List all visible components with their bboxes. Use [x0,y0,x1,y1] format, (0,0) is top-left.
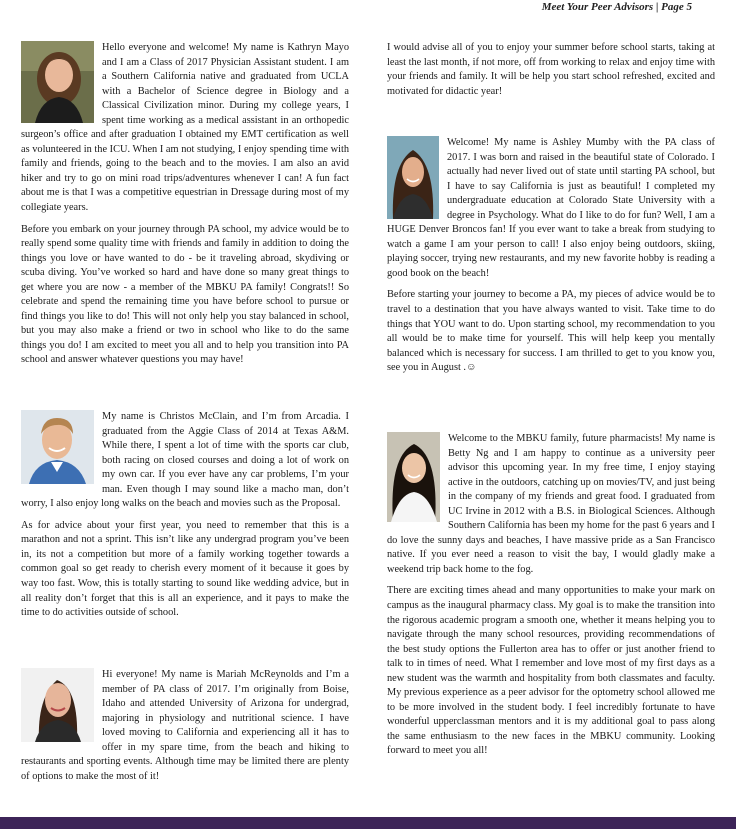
kathryn-advice: Before you embark on your journey through PA school, my advice would be to really spend some quality time with friends and family in addition to doing the things you love or have wanted to do - be it traveling abroad, skydiving or scuba diving. You’ve worked so hard and have done so many great things to get where you are now - a member of the MBKU PA family! Congrats!! So celebrate and spend the remaining time you have before school to pursue or find things you like to do! This will not only help you stay balanced in school, but you may also make a friend or two in school who like to do the same things you do! I am excited to meet you all and to help you transition into PA school and answer whatever questions you may have! [21,223,349,366]
photo-kathryn [21,41,94,123]
photo-betty [387,432,440,522]
profile-mariah [21,668,349,784]
right-column [387,41,715,106]
running-head: Meet Your Peer Advisors | Page 5 [541,1,692,13]
christos-advice: As for advice about your first year, you need to remember that this is a marathon and not a sprint. This isn’t like any undergrad program you’ve been in, its not a competition but more of a family working together towards a common goal so get ready to cherish every moment of it because it goes by way too fast. Wow, this is totally starting to sound like wedding advice, but in all reality don’t forget that this is all an experience, and it pays to make the time to do activities outside of school. [21,519,349,619]
footer-bar [0,817,736,829]
profile-kathryn [21,41,349,368]
smiley-icon: ☺ [466,362,477,374]
christos-intro: My name is Christos McClain, and I’m from Arcadia. I graduated from the Aggie Class of 2014 at Texas A&M. While there, I spent a lot of time with the sports car club, both racing on closed courses and doing a lot of work on my own car. If you ever have any car problems, I’m your man. Even though I may sound like a macho man, don’t worry, I also enjoy long walks on the beach and movies such as the Proposal. [21,411,349,510]
photo-mariah [21,668,94,742]
photo-ashley [387,136,439,219]
profile-christos [21,410,349,621]
kathryn-advice-continued: I would advise all of you to enjoy your summer before school starts, taking at least the last month, if not more, off from working to relax and enjoy time with your friends and family. It will be help you start school refreshed, excited and motivated for didactic year! [387,42,715,97]
mariah-intro: Hi everyone! My name is Mariah McReynolds and I’m a member of PA class of 2017. I’m originally from Boise, Idaho and attended University of Arizona for undergrad, majoring in physiology and nutritional science. I have loved moving to California and experiencing all it has to offer in my spare time, from the beach and hiking to restaurants and sporting events. Although time may be limited there are plenty of options to make the most of it! [21,669,349,782]
right-column-bottom [387,432,715,766]
betty-intro: Welcome to the MBKU family, future pharmacists! My name is Betty Ng and I am happy to continue as a university peer advisor this upcoming year. In my free time, I enjoy staying active in the outdoors, catching up on movies/TV, and just being in the company of my friends and great food. I graduated from UC Irvine in 2012 with a B.S. in Biological Sciences. Although Southern California has been my home for the past 6 years and I do love the sunny days and beaches, I have massive pride as a San Francisco native. If you ever need a reason to visit the bay, I would gladly make a weekend trip back home to the fog. [387,433,715,575]
ashley-advice [387,288,715,375]
betty-advice: There are exciting times ahead and many opportunities to make your mark on campus as the inaugural pharmacy class. My goal is to make the transition into the rigorous academic program a smooth one, whether it means helping you to navigate through the many school resources, providing recommendations of the best study options the Fullerton area has to offer or just another friend to talk to in times of need. What I remember and love most of my first days as a new student was the warmth and hospitality from both classmates and faculty. My previous experience as a peer advisor for the optometry school allowed me to be more involved in the student body. I feel incredibly fortunate to have wonderful upperclassman mentors and it is my additional goal to pass along the same enthusiasm to the new faces in the MBKU community. Looking forward to meet you all! [387,585,715,757]
right-column-middle [387,136,715,383]
photo-christos [21,410,94,484]
left-column-bottom [21,668,349,791]
ashley-intro: Welcome! My name is Ashley Mumby with the PA class of 2017. I was born and raised in the beautiful state of Colorado. I actually had never lived out of state until starting PA school, but I have to say California is just as beautiful! I completed my undergraduate education at Colorado State University with a degree in Psychology. What do I like to do for fun? Well, I am a HUGE Denver Broncos fan! If you ever want to take a break from studying to watch a game I am your person to call! I also enjoy being outdoors, skiing, playing soccer, trying new restaurants, and my new favorite hobby is reading a good book on the beach! [387,137,715,279]
left-column-middle [21,410,349,628]
ashley-advice-text: Before starting your journey to become a PA, my pieces of advice would be to travel to a destination that you have always wanted to visit. Take time to do things that YOU want to do. Upon starting school, my recommendation to you all would be to make time for yourself. This will help keep you mentally balanced which is necessary for success. I am thrilled to get to you know you, see you in August . [387,289,715,374]
kathryn-intro: Hello everyone and welcome! My name is Kathryn Mayo and I am a Class of 2017 Physician Assistant student. I am a Southern California native and graduated from UCLA with a Bachelor of Science degree in Biology and a Classical Civilization minor. During my college years, I spent time working as a medical assistant in an orthopedic surgeon’s office and after graduation I obtained my EMT certification as well as volunteered in the ICU. When I am not studying, I enjoy spending time with family and friends, going to the beach and to the movies. I am also an avid hiker and try to go on mini road trips/adventures whenever I can! A fun fact about me is that I was a competitive equestrian in Dressage during most of my collegiate years. [21,42,349,214]
profile-ashley [387,136,715,376]
profile-betty [387,432,715,759]
left-column [21,41,349,375]
